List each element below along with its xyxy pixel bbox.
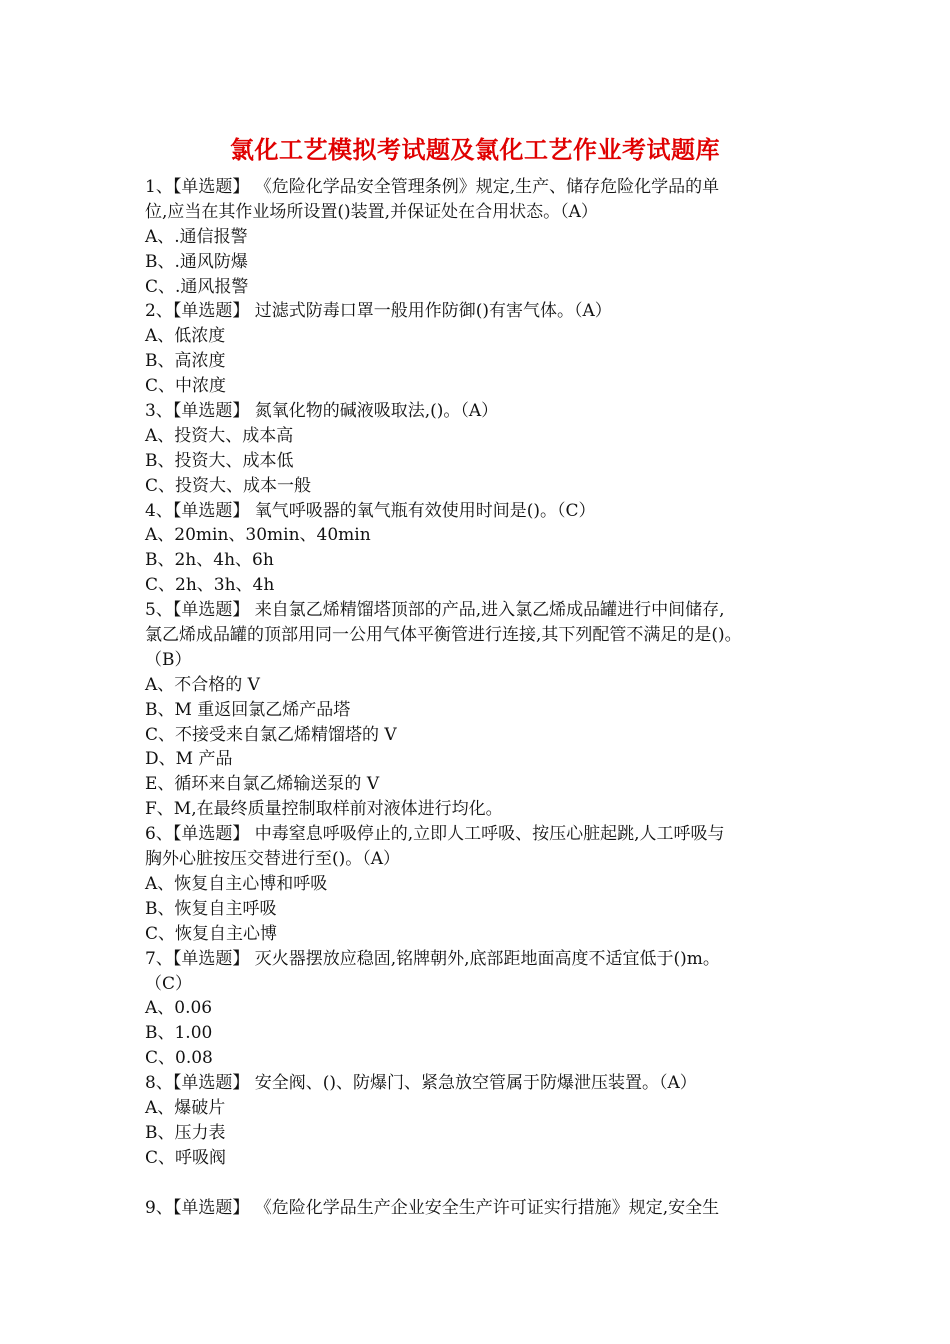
paragraph-gap <box>145 1171 825 1196</box>
text-line: E、循环来自氯乙烯输送泵的 V <box>145 774 380 795</box>
text-line: C、不接受来自氯乙烯精馏塔的 V <box>145 724 397 745</box>
text-line: B、高浓度 <box>145 351 226 372</box>
text-line: 3、【单选题】 氮氧化物的碱液吸取法,()。（A） <box>145 401 499 422</box>
text-line: B、恢复自主呼吸 <box>145 898 277 919</box>
text-line: 2、【单选题】 过滤式防毒口罩一般用作防御()有害气体。（A） <box>145 301 612 322</box>
text-line: A、0.06 <box>145 998 213 1019</box>
text-line: B、M 重返回氯乙烯产品塔 <box>145 699 351 720</box>
document-title: 氯化工艺模拟考试题及氯化工艺作业考试题库 <box>230 135 720 164</box>
text-line: A、恢复自主心博和呼吸 <box>145 873 328 894</box>
text-line: A、20min、30min、40min <box>145 525 371 546</box>
text-line: B、投资大、成本低 <box>145 450 294 471</box>
text-line: C、.通风报警 <box>145 276 249 297</box>
text-line: A、不合格的 V <box>145 674 260 695</box>
text-line: F、M,在最终质量控制取样前对液体进行均化。 <box>145 799 503 820</box>
text-line: C、2h、3h、4h <box>145 575 275 596</box>
text-line-question-9: 9、【单选题】 《危险化学品生产企业安全生产许可证实行措施》规定,安全生 <box>145 1197 720 1218</box>
text-line: 胸外心脏按压交替进行至()。（A） <box>145 849 401 870</box>
question-list <box>145 175 825 1220</box>
text-line: A、投资大、成本高 <box>145 425 294 446</box>
text-line: B、2h、4h、6h <box>145 550 274 571</box>
text-line: 位,应当在其作业场所设置()装置,并保证处在合用状态。（A） <box>145 201 598 222</box>
text-line: C、中浓度 <box>145 376 227 397</box>
text-line: 6、【单选题】 中毒窒息呼吸停止的,立即人工呼吸、按压心脏起跳,人工呼吸与 <box>145 824 725 845</box>
text-line: C、0.08 <box>145 1048 213 1069</box>
text-line: B、1.00 <box>145 1023 213 1044</box>
text-line: 1、【单选题】 《危险化学品安全管理条例》规定,生产、储存危险化学品的单 <box>145 177 720 197</box>
text-line: D、M 产品 <box>145 749 233 770</box>
text-line: （C） <box>145 973 193 994</box>
text-line: A、低浓度 <box>145 326 226 347</box>
text-line: 4、【单选题】 氧气呼吸器的氧气瓶有效使用时间是()。（C） <box>145 500 596 521</box>
text-line: 5、【单选题】 来自氯乙烯精馏塔顶部的产品,进入氯乙烯成品罐进行中间储存, <box>145 600 725 621</box>
text-line: A、爆破片 <box>145 1097 226 1118</box>
text-line: 7、【单选题】 灭火器摆放应稳固,铭牌朝外,底部距地面高度不适宜低于()m。 <box>145 948 720 969</box>
text-line: C、呼吸阀 <box>145 1147 227 1168</box>
text-line: B、.通风防爆 <box>145 251 248 272</box>
text-line: 8、【单选题】 安全阀、()、防爆门、紧急放空管属于防爆泄压装置。（A） <box>145 1073 697 1094</box>
text-line: B、压力表 <box>145 1122 226 1143</box>
text-line: 氯乙烯成品罐的顶部用同一公用气体平衡管进行连接,其下列配管不满足的是()。 <box>145 625 742 646</box>
text-line: A、.通信报警 <box>145 226 248 247</box>
text-line: C、恢复自主心博 <box>145 923 278 944</box>
text-line: C、投资大、成本一般 <box>145 475 312 496</box>
text-line: （B） <box>145 649 192 670</box>
